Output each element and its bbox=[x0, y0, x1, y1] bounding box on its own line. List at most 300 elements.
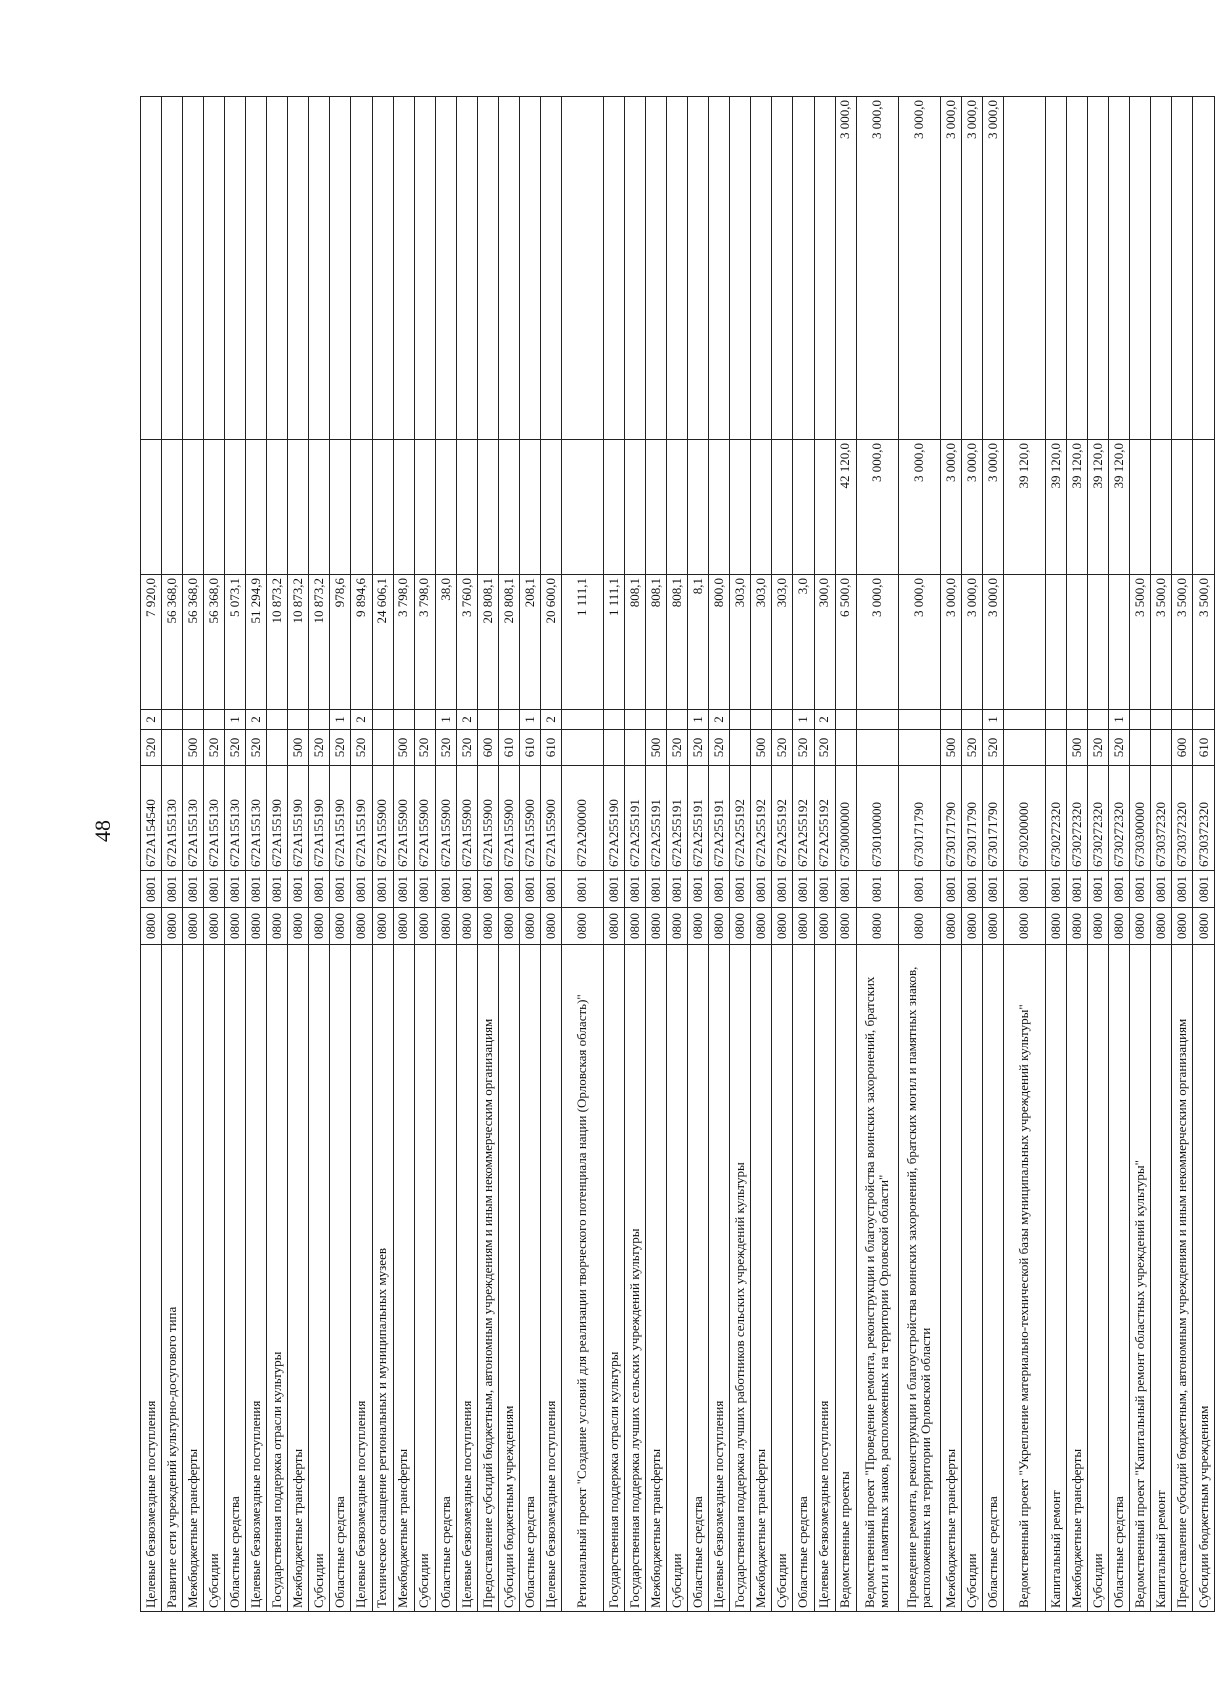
cell-expense-type bbox=[1130, 730, 1151, 766]
cell-col-2: 39 120,0 bbox=[1067, 440, 1088, 575]
cell-expense-type: 520 bbox=[793, 730, 814, 766]
table-row bbox=[961, 97, 982, 1612]
table-row bbox=[246, 97, 267, 1612]
cell-section: 0801 bbox=[814, 871, 835, 908]
table-row bbox=[435, 97, 456, 1612]
cell-expense-type: 520 bbox=[814, 730, 835, 766]
cell-col-2 bbox=[772, 440, 793, 575]
cell-target-article: 6730171790 bbox=[982, 766, 1003, 871]
cell-name: Целевые безвозмездные поступления bbox=[141, 945, 162, 1612]
cell-code: 1 bbox=[1109, 710, 1130, 730]
cell-col-3 bbox=[540, 97, 561, 440]
cell-name: Межбюджетные трансферты bbox=[183, 945, 204, 1612]
cell-expense-type: 600 bbox=[477, 730, 498, 766]
cell-name: Межбюджетные трансферты bbox=[393, 945, 414, 1612]
cell-col-3 bbox=[141, 97, 162, 440]
cell-target-article: 6730100000 bbox=[856, 766, 898, 871]
cell-target-article: 672A155900 bbox=[540, 766, 561, 871]
cell-target-article: 672A155900 bbox=[435, 766, 456, 871]
cell-target-article: 672A255191 bbox=[646, 766, 667, 871]
cell-code bbox=[267, 710, 288, 730]
cell-col-1: 51 294,9 bbox=[246, 575, 267, 710]
cell-target-article: 672A155190 bbox=[330, 766, 351, 871]
cell-code bbox=[751, 710, 772, 730]
cell-code bbox=[162, 710, 183, 730]
cell-section: 0801 bbox=[246, 871, 267, 908]
cell-col-2 bbox=[477, 440, 498, 575]
cell-section: 0801 bbox=[351, 871, 372, 908]
cell-col-2: 3 000,0 bbox=[961, 440, 982, 575]
cell-col-1: 7 920,0 bbox=[141, 575, 162, 710]
cell-code bbox=[393, 710, 414, 730]
cell-ministry: 0800 bbox=[1088, 908, 1109, 945]
cell-col-3 bbox=[393, 97, 414, 440]
cell-section: 0801 bbox=[330, 871, 351, 908]
cell-expense-type: 520 bbox=[688, 730, 709, 766]
cell-ministry: 0800 bbox=[667, 908, 688, 945]
table-row bbox=[1003, 97, 1045, 1612]
cell-col-1: 1 111,1 bbox=[604, 575, 625, 710]
table-row bbox=[1151, 97, 1172, 1612]
cell-section: 0801 bbox=[1130, 871, 1151, 908]
cell-ministry: 0800 bbox=[1067, 908, 1088, 945]
cell-code bbox=[1003, 710, 1045, 730]
cell-section: 0801 bbox=[625, 871, 646, 908]
cell-name: Целевые безвозмездные поступления bbox=[456, 945, 477, 1612]
cell-col-2 bbox=[540, 440, 561, 575]
cell-ministry: 0800 bbox=[267, 908, 288, 945]
cell-code bbox=[1151, 710, 1172, 730]
cell-target-article: 6730372320 bbox=[1172, 766, 1193, 871]
cell-col-3 bbox=[646, 97, 667, 440]
cell-col-1: 38,0 bbox=[435, 575, 456, 710]
cell-code: 1 bbox=[688, 710, 709, 730]
cell-code bbox=[1046, 710, 1067, 730]
table-row bbox=[498, 97, 519, 1612]
cell-expense-type: 520 bbox=[351, 730, 372, 766]
cell-col-3 bbox=[498, 97, 519, 440]
cell-col-3 bbox=[1003, 97, 1045, 440]
cell-col-3 bbox=[730, 97, 751, 440]
cell-target-article: 6730171790 bbox=[961, 766, 982, 871]
cell-col-3 bbox=[772, 97, 793, 440]
cell-target-article: 672A155130 bbox=[225, 766, 246, 871]
cell-col-3 bbox=[1067, 97, 1088, 440]
cell-target-article: 672A255192 bbox=[730, 766, 751, 871]
table-row bbox=[1193, 97, 1215, 1612]
cell-code bbox=[204, 710, 225, 730]
cell-code bbox=[898, 710, 940, 730]
cell-col-2 bbox=[288, 440, 309, 575]
cell-name: Областные средства bbox=[519, 945, 540, 1612]
cell-col-1: 6 500,0 bbox=[835, 575, 856, 710]
cell-code bbox=[961, 710, 982, 730]
cell-col-2 bbox=[604, 440, 625, 575]
cell-ministry: 0800 bbox=[646, 908, 667, 945]
cell-code bbox=[414, 710, 435, 730]
cell-section: 0801 bbox=[225, 871, 246, 908]
table-row bbox=[814, 97, 835, 1612]
table-row bbox=[793, 97, 814, 1612]
cell-col-1: 3 760,0 bbox=[456, 575, 477, 710]
table-row bbox=[1172, 97, 1193, 1612]
table-row bbox=[604, 97, 625, 1612]
cell-ministry: 0800 bbox=[372, 908, 393, 945]
table-row bbox=[372, 97, 393, 1612]
cell-ministry: 0800 bbox=[856, 908, 898, 945]
cell-target-article: 672A155130 bbox=[183, 766, 204, 871]
cell-section: 0801 bbox=[1109, 871, 1130, 908]
cell-section: 0801 bbox=[393, 871, 414, 908]
cell-col-2 bbox=[1130, 440, 1151, 575]
cell-expense-type: 520 bbox=[246, 730, 267, 766]
cell-name: Капитальный ремонт bbox=[1046, 945, 1067, 1612]
cell-col-3: 3 000,0 bbox=[982, 97, 1003, 440]
cell-name: Целевые безвозмездные поступления bbox=[246, 945, 267, 1612]
cell-target-article: 672A155190 bbox=[267, 766, 288, 871]
cell-col-1: 3 500,0 bbox=[1151, 575, 1172, 710]
table-row bbox=[540, 97, 561, 1612]
cell-name: Межбюджетные трансферты bbox=[288, 945, 309, 1612]
table-row bbox=[1067, 97, 1088, 1612]
cell-col-1: 56 368,0 bbox=[162, 575, 183, 710]
cell-col-1: 3 500,0 bbox=[1193, 575, 1215, 710]
cell-col-2 bbox=[688, 440, 709, 575]
table-row bbox=[204, 97, 225, 1612]
cell-name: Областные средства bbox=[793, 945, 814, 1612]
table-row bbox=[1130, 97, 1151, 1612]
cell-target-article: 672A155900 bbox=[498, 766, 519, 871]
cell-name: Межбюджетные трансферты bbox=[940, 945, 961, 1612]
cell-section: 0801 bbox=[982, 871, 1003, 908]
cell-col-1: 56 368,0 bbox=[183, 575, 204, 710]
cell-expense-type: 500 bbox=[393, 730, 414, 766]
cell-col-3 bbox=[793, 97, 814, 440]
cell-section: 0801 bbox=[688, 871, 709, 908]
cell-code bbox=[772, 710, 793, 730]
cell-ministry: 0800 bbox=[204, 908, 225, 945]
page-number: 48 bbox=[90, 820, 115, 842]
table-row bbox=[288, 97, 309, 1612]
cell-col-3 bbox=[751, 97, 772, 440]
table-row bbox=[414, 97, 435, 1612]
cell-expense-type: 520 bbox=[709, 730, 730, 766]
cell-ministry: 0800 bbox=[898, 908, 940, 945]
table-row bbox=[667, 97, 688, 1612]
cell-expense-type bbox=[1003, 730, 1045, 766]
cell-ministry: 0800 bbox=[288, 908, 309, 945]
cell-expense-type bbox=[898, 730, 940, 766]
cell-col-2 bbox=[372, 440, 393, 575]
cell-ministry: 0800 bbox=[1172, 908, 1193, 945]
cell-expense-type: 500 bbox=[1067, 730, 1088, 766]
cell-col-3 bbox=[688, 97, 709, 440]
cell-col-1: 3 000,0 bbox=[961, 575, 982, 710]
cell-section: 0801 bbox=[372, 871, 393, 908]
cell-name: Развитие сети учреждений культурно-досугового типа bbox=[162, 945, 183, 1612]
cell-expense-type bbox=[835, 730, 856, 766]
cell-col-2 bbox=[225, 440, 246, 575]
cell-col-3 bbox=[667, 97, 688, 440]
cell-expense-type: 610 bbox=[540, 730, 561, 766]
cell-section: 0801 bbox=[1088, 871, 1109, 908]
cell-col-2 bbox=[646, 440, 667, 575]
cell-code: 1 bbox=[793, 710, 814, 730]
cell-ministry: 0800 bbox=[793, 908, 814, 945]
cell-col-1: 3 000,0 bbox=[940, 575, 961, 710]
cell-code bbox=[288, 710, 309, 730]
cell-name: Ведомственный проект "Проведение ремонта, реконструкции и благоустройства воинских захоронений, братских могил и памятных знаков, расположенных на территории Орловской области" bbox=[856, 945, 898, 1612]
cell-code bbox=[667, 710, 688, 730]
cell-target-article: 6730171790 bbox=[940, 766, 961, 871]
cell-col-3 bbox=[519, 97, 540, 440]
cell-col-2 bbox=[183, 440, 204, 575]
cell-section: 0801 bbox=[309, 871, 330, 908]
cell-col-1: 303,0 bbox=[772, 575, 793, 710]
cell-col-3 bbox=[204, 97, 225, 440]
cell-col-2 bbox=[751, 440, 772, 575]
cell-col-1: 300,0 bbox=[814, 575, 835, 710]
cell-code bbox=[477, 710, 498, 730]
cell-target-article: 6730272320 bbox=[1088, 766, 1109, 871]
table-row bbox=[1109, 97, 1130, 1612]
cell-target-article: 6730300000 bbox=[1130, 766, 1151, 871]
cell-col-3 bbox=[561, 97, 603, 440]
cell-col-2 bbox=[246, 440, 267, 575]
cell-target-article: 672A255192 bbox=[772, 766, 793, 871]
cell-col-2: 3 000,0 bbox=[898, 440, 940, 575]
cell-name: Ведомственный проект "Укрепление материально-технической базы муниципальных учреждений культуры" bbox=[1003, 945, 1045, 1612]
cell-ministry: 0800 bbox=[961, 908, 982, 945]
cell-col-3 bbox=[1130, 97, 1151, 440]
cell-name: Региональный проект "Создание условий для реализации творческого потенциала нации (Орловская область)" bbox=[561, 945, 603, 1612]
cell-col-3 bbox=[1109, 97, 1130, 440]
cell-expense-type: 500 bbox=[940, 730, 961, 766]
cell-section: 0801 bbox=[961, 871, 982, 908]
cell-target-article: 672A155900 bbox=[456, 766, 477, 871]
cell-col-2 bbox=[667, 440, 688, 575]
table-row bbox=[351, 97, 372, 1612]
cell-ministry: 0800 bbox=[730, 908, 751, 945]
cell-code: 2 bbox=[540, 710, 561, 730]
cell-col-2: 42 120,0 bbox=[835, 440, 856, 575]
cell-expense-type bbox=[604, 730, 625, 766]
cell-name: Областные средства bbox=[688, 945, 709, 1612]
cell-col-2 bbox=[1172, 440, 1193, 575]
cell-col-1: 3 000,0 bbox=[898, 575, 940, 710]
cell-code bbox=[309, 710, 330, 730]
table-row bbox=[477, 97, 498, 1612]
cell-col-2 bbox=[793, 440, 814, 575]
table-row bbox=[1088, 97, 1109, 1612]
cell-ministry: 0800 bbox=[183, 908, 204, 945]
cell-code bbox=[1130, 710, 1151, 730]
cell-section: 0801 bbox=[540, 871, 561, 908]
cell-expense-type: 600 bbox=[1172, 730, 1193, 766]
table-row bbox=[688, 97, 709, 1612]
cell-col-1: 8,1 bbox=[688, 575, 709, 710]
cell-name: Капитальный ремонт bbox=[1151, 945, 1172, 1612]
cell-name: Межбюджетные трансферты bbox=[646, 945, 667, 1612]
cell-ministry: 0800 bbox=[625, 908, 646, 945]
cell-name: Межбюджетные трансферты bbox=[751, 945, 772, 1612]
cell-code: 2 bbox=[141, 710, 162, 730]
table-row bbox=[561, 97, 603, 1612]
cell-target-article: 6730372320 bbox=[1193, 766, 1215, 871]
cell-expense-type bbox=[625, 730, 646, 766]
cell-section: 0801 bbox=[1193, 871, 1215, 908]
cell-col-2: 39 120,0 bbox=[1046, 440, 1067, 575]
cell-name: Областные средства bbox=[330, 945, 351, 1612]
cell-expense-type: 520 bbox=[330, 730, 351, 766]
table-row bbox=[330, 97, 351, 1612]
cell-col-3 bbox=[604, 97, 625, 440]
cell-expense-type bbox=[856, 730, 898, 766]
cell-name: Предоставление субсидий бюджетным, автономным учреждениям и иным некоммерческим организациям bbox=[477, 945, 498, 1612]
cell-target-article: 672A155190 bbox=[351, 766, 372, 871]
cell-ministry: 0800 bbox=[688, 908, 709, 945]
cell-col-2 bbox=[625, 440, 646, 575]
cell-code: 2 bbox=[709, 710, 730, 730]
cell-name: Субсидии bbox=[414, 945, 435, 1612]
table-row bbox=[225, 97, 246, 1612]
cell-col-1: 5 073,1 bbox=[225, 575, 246, 710]
cell-ministry: 0800 bbox=[351, 908, 372, 945]
cell-section: 0801 bbox=[183, 871, 204, 908]
table-row bbox=[625, 97, 646, 1612]
cell-name: Ведомственный проект "Капитальный ремонт областных учреждений культуры" bbox=[1130, 945, 1151, 1612]
cell-col-2 bbox=[456, 440, 477, 575]
cell-ministry: 0800 bbox=[330, 908, 351, 945]
cell-col-3 bbox=[625, 97, 646, 440]
cell-ministry: 0800 bbox=[540, 908, 561, 945]
cell-col-3 bbox=[1046, 97, 1067, 440]
cell-col-3 bbox=[225, 97, 246, 440]
cell-col-3 bbox=[330, 97, 351, 440]
cell-col-1: 808,1 bbox=[667, 575, 688, 710]
cell-expense-type: 520 bbox=[1109, 730, 1130, 766]
cell-expense-type: 500 bbox=[288, 730, 309, 766]
cell-col-1 bbox=[1088, 575, 1109, 710]
cell-section: 0801 bbox=[435, 871, 456, 908]
cell-col-2 bbox=[709, 440, 730, 575]
cell-ministry: 0800 bbox=[162, 908, 183, 945]
cell-section: 0801 bbox=[1003, 871, 1045, 908]
cell-col-2 bbox=[561, 440, 603, 575]
cell-expense-type: 520 bbox=[456, 730, 477, 766]
cell-col-1: 3 798,0 bbox=[414, 575, 435, 710]
cell-col-1: 303,0 bbox=[751, 575, 772, 710]
cell-target-article: 6730000000 bbox=[835, 766, 856, 871]
cell-col-3 bbox=[372, 97, 393, 440]
cell-col-3 bbox=[1193, 97, 1215, 440]
cell-target-article: 672A154540 bbox=[141, 766, 162, 871]
cell-col-2 bbox=[267, 440, 288, 575]
cell-name: Проведение ремонта, реконструкции и благоустройства воинских захоронений, братских могил и памятных знаков, расположенных на территории Орловской области bbox=[898, 945, 940, 1612]
cell-expense-type: 500 bbox=[751, 730, 772, 766]
cell-section: 0801 bbox=[667, 871, 688, 908]
cell-ministry: 0800 bbox=[225, 908, 246, 945]
cell-target-article: 672A155900 bbox=[477, 766, 498, 871]
cell-col-3 bbox=[456, 97, 477, 440]
cell-col-3 bbox=[1172, 97, 1193, 440]
cell-code bbox=[1067, 710, 1088, 730]
cell-expense-type: 520 bbox=[667, 730, 688, 766]
cell-target-article: 6730272320 bbox=[1109, 766, 1130, 871]
cell-ministry: 0800 bbox=[561, 908, 603, 945]
cell-ministry: 0800 bbox=[456, 908, 477, 945]
cell-target-article: 672A200000 bbox=[561, 766, 603, 871]
cell-col-1 bbox=[1046, 575, 1067, 710]
cell-col-2: 39 120,0 bbox=[1088, 440, 1109, 575]
cell-name: Целевые безвозмездные поступления bbox=[709, 945, 730, 1612]
cell-expense-type: 520 bbox=[414, 730, 435, 766]
cell-section: 0801 bbox=[141, 871, 162, 908]
cell-ministry: 0800 bbox=[1193, 908, 1215, 945]
cell-name: Государственная поддержка отрасли культуры bbox=[604, 945, 625, 1612]
cell-col-3 bbox=[477, 97, 498, 440]
cell-target-article: 672A255192 bbox=[751, 766, 772, 871]
cell-name: Субсидии bbox=[1088, 945, 1109, 1612]
cell-section: 0801 bbox=[940, 871, 961, 908]
cell-expense-type: 520 bbox=[204, 730, 225, 766]
cell-section: 0801 bbox=[498, 871, 519, 908]
cell-col-2: 3 000,0 bbox=[856, 440, 898, 575]
cell-target-article: 672A155190 bbox=[288, 766, 309, 871]
cell-code bbox=[561, 710, 603, 730]
cell-target-article: 672A155190 bbox=[309, 766, 330, 871]
cell-col-2 bbox=[730, 440, 751, 575]
cell-name: Техническое оснащение региональных и муниципальных музеев bbox=[372, 945, 393, 1612]
table-row bbox=[141, 97, 162, 1612]
cell-code bbox=[183, 710, 204, 730]
cell-col-3 bbox=[267, 97, 288, 440]
table-row bbox=[519, 97, 540, 1612]
cell-col-2 bbox=[814, 440, 835, 575]
cell-col-1: 3,0 bbox=[793, 575, 814, 710]
cell-col-2 bbox=[162, 440, 183, 575]
cell-expense-type bbox=[561, 730, 603, 766]
cell-ministry: 0800 bbox=[835, 908, 856, 945]
cell-col-2 bbox=[1193, 440, 1215, 575]
cell-col-1: 800,0 bbox=[709, 575, 730, 710]
table-row bbox=[751, 97, 772, 1612]
cell-col-2: 3 000,0 bbox=[940, 440, 961, 575]
cell-ministry: 0800 bbox=[141, 908, 162, 945]
cell-name: Областные средства bbox=[435, 945, 456, 1612]
cell-ministry: 0800 bbox=[435, 908, 456, 945]
cell-col-1: 56 368,0 bbox=[204, 575, 225, 710]
cell-target-article: 672A155900 bbox=[414, 766, 435, 871]
cell-col-1: 978,6 bbox=[330, 575, 351, 710]
cell-section: 0801 bbox=[477, 871, 498, 908]
cell-expense-type: 610 bbox=[519, 730, 540, 766]
cell-expense-type bbox=[730, 730, 751, 766]
cell-name: Субсидии bbox=[204, 945, 225, 1612]
cell-col-1: 20 808,1 bbox=[498, 575, 519, 710]
cell-col-1: 3 000,0 bbox=[982, 575, 1003, 710]
cell-col-1 bbox=[1003, 575, 1045, 710]
budget-table bbox=[140, 96, 1215, 1612]
cell-col-2 bbox=[435, 440, 456, 575]
cell-section: 0801 bbox=[414, 871, 435, 908]
cell-code bbox=[372, 710, 393, 730]
table-row bbox=[772, 97, 793, 1612]
table-row bbox=[183, 97, 204, 1612]
cell-name: Областные средства bbox=[1109, 945, 1130, 1612]
cell-section: 0801 bbox=[267, 871, 288, 908]
cell-col-3: 3 000,0 bbox=[835, 97, 856, 440]
